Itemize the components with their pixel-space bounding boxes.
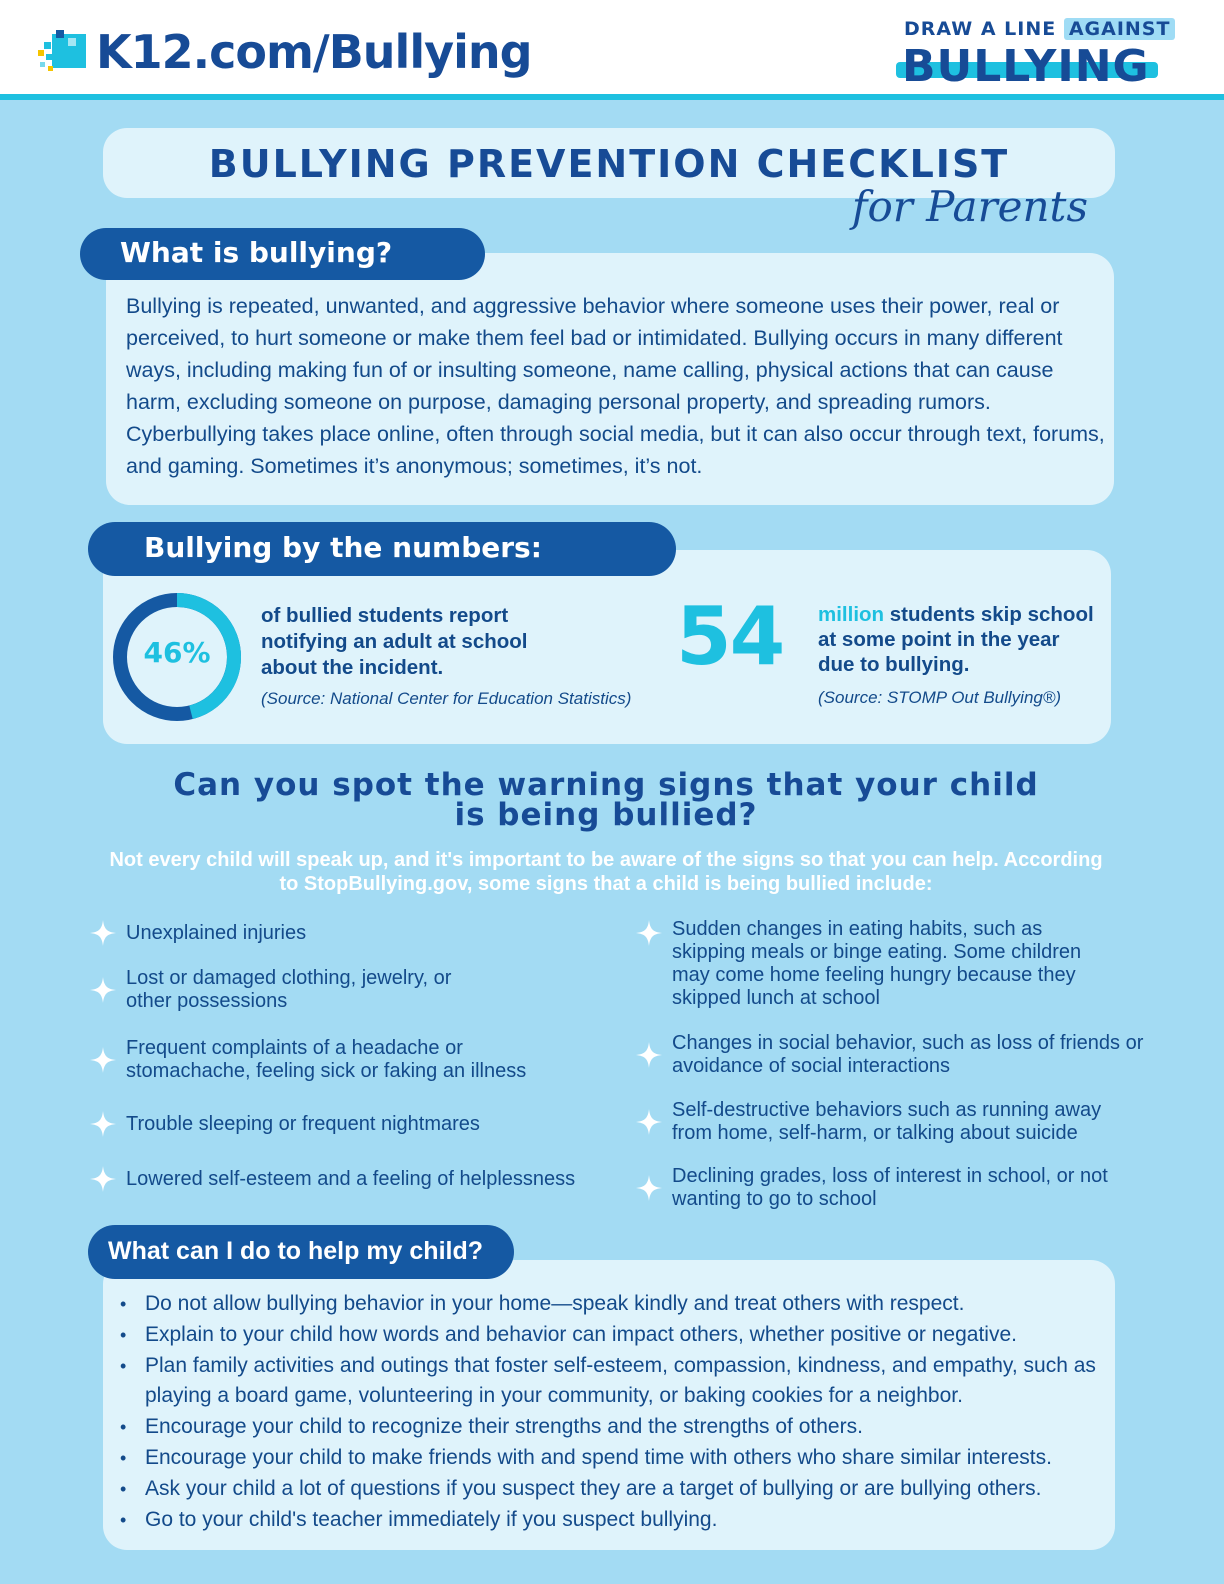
list-item: • Do not allow bullying behavior in your home—speak kindly and treat others with respect. — [120, 1289, 1110, 1320]
stat1-text: of bullied students report notifying an adult at school about the incident. — [261, 604, 528, 679]
help-heading: What can I do to help my child? — [88, 1225, 514, 1279]
warning-signs-heading — [100, 767, 1112, 833]
sign-item — [636, 1099, 1126, 1145]
sign-item — [90, 920, 610, 946]
sign-text: Sudden changes in eating habits, such as skipping meals or binge eating. Some children may come home feeling hungry because they skipped lunch at school — [672, 918, 1082, 1009]
sparkle-icon — [90, 1166, 116, 1192]
sparkle-icon — [90, 920, 116, 946]
help-list — [120, 1289, 1110, 1535]
page-title: BULLYING PREVENTION CHECKLIST — [208, 142, 1010, 186]
sparkle-icon — [90, 1111, 116, 1137]
list-item: • Ask your child a lot of questions if you suspect they are a target of bullying or are bullying others. — [120, 1474, 1110, 1505]
list-item: • Explain to your child how words and behavior can impact others, whether positive or negative. — [120, 1320, 1110, 1351]
site-name: K12.com/Bullying — [96, 25, 532, 79]
stat2-accent: million — [818, 603, 885, 626]
stat2-body: students skip school at some point in the year due to bullying. — [818, 603, 1094, 676]
sparkle-icon — [636, 1042, 662, 1068]
sign-item — [90, 1111, 610, 1137]
list-item: • Encourage your child to make friends with and spend time with others who share similar interests. — [120, 1443, 1110, 1474]
sign-item — [90, 1166, 630, 1192]
k12-logo-icon — [38, 30, 90, 74]
k12-brand-link[interactable] — [38, 24, 532, 80]
campaign-top-text: DRAW A LINE — [904, 18, 1057, 40]
stat2-text — [818, 602, 1098, 677]
sign-text: Trouble sleeping or frequent nightmares — [126, 1112, 480, 1135]
sparkle-icon — [90, 977, 116, 1003]
warning-heading-line1: Can you spot the warning signs that your child — [173, 767, 1039, 803]
numbers-heading: Bullying by the numbers: — [88, 522, 676, 576]
sign-text: Changes in social behavior, such as loss of friends or avoidance of social interactions — [672, 1032, 1144, 1077]
draw-a-line-logo — [896, 14, 1171, 92]
header — [0, 0, 1224, 100]
sparkle-icon — [636, 1109, 662, 1135]
stat1-source: (Source: National Center for Education Statistics) — [261, 689, 632, 708]
sign-text: Frequent complaints of a headache or stomachache, feeling sick or faking an illness — [126, 1037, 527, 1082]
sparkle-icon — [90, 1047, 116, 1073]
campaign-big-text: BULLYING — [902, 41, 1150, 92]
warning-signs-intro: Not every child will speak up, and it's important to be aware of the signs so that you can help. According to StopBullying.gov, some signs that a child is being bullied include: — [109, 849, 1103, 895]
sign-item — [90, 1037, 560, 1083]
page-subtitle: for Parents — [851, 182, 1088, 231]
campaign-accent-text: AGAINST — [1064, 18, 1176, 40]
sign-text: Lost or damaged clothing, jewelry, or other possessions — [126, 967, 452, 1012]
sign-text: Lowered self-esteem and a feeling of helplessness — [126, 1167, 576, 1190]
sign-item — [90, 967, 470, 1013]
sign-item — [636, 918, 1116, 1010]
sign-text: Self-destructive behaviors such as running away from home, self-harm, or talking about suicide — [672, 1099, 1102, 1144]
stat2-value: 54 — [676, 590, 784, 683]
what-is-bullying-text: Bullying is repeated, unwanted, and aggressive behavior where someone uses their power, real or perceived, to hurt someone or make them feel bad or intimidated. Bullying occurs in many different ways, including making fun of or insulting someone, name calling, physical actions that can cause harm, excluding someone on purpose, damaging personal property, and spreading rumors. Cyberbullying takes place online, often through social media, but it can also occur through text, forums, and gaming. Sometimes it’s anonymous; sometimes, it’s not. — [126, 294, 1105, 478]
sign-item — [636, 1032, 1146, 1078]
list-item: • Encourage your child to recognize their strengths and the strengths of others. — [120, 1412, 1110, 1443]
what-is-bullying-heading: What is bullying? — [80, 228, 485, 280]
warning-heading-line2: is being bullied? — [454, 797, 758, 833]
sign-text: Unexplained injuries — [126, 921, 307, 944]
sparkle-icon — [636, 1175, 662, 1201]
list-item: • Plan family activities and outings that foster self-esteem, compassion, kindness, and empathy, such as playing a board game, volunteering in your community, or baking cookies for a neighbor. — [120, 1351, 1110, 1413]
stat1-value: 46% — [143, 636, 211, 669]
sign-text: Declining grades, loss of interest in school, or not wanting to go to school — [672, 1165, 1108, 1210]
sign-item — [636, 1165, 1126, 1211]
stat2-source: (Source: STOMP Out Bullying®) — [818, 688, 1062, 707]
sparkle-icon — [636, 920, 662, 946]
list-item: • Go to your child's teacher immediately if you suspect bullying. — [120, 1505, 1110, 1536]
campaign-tagline — [904, 18, 1175, 40]
